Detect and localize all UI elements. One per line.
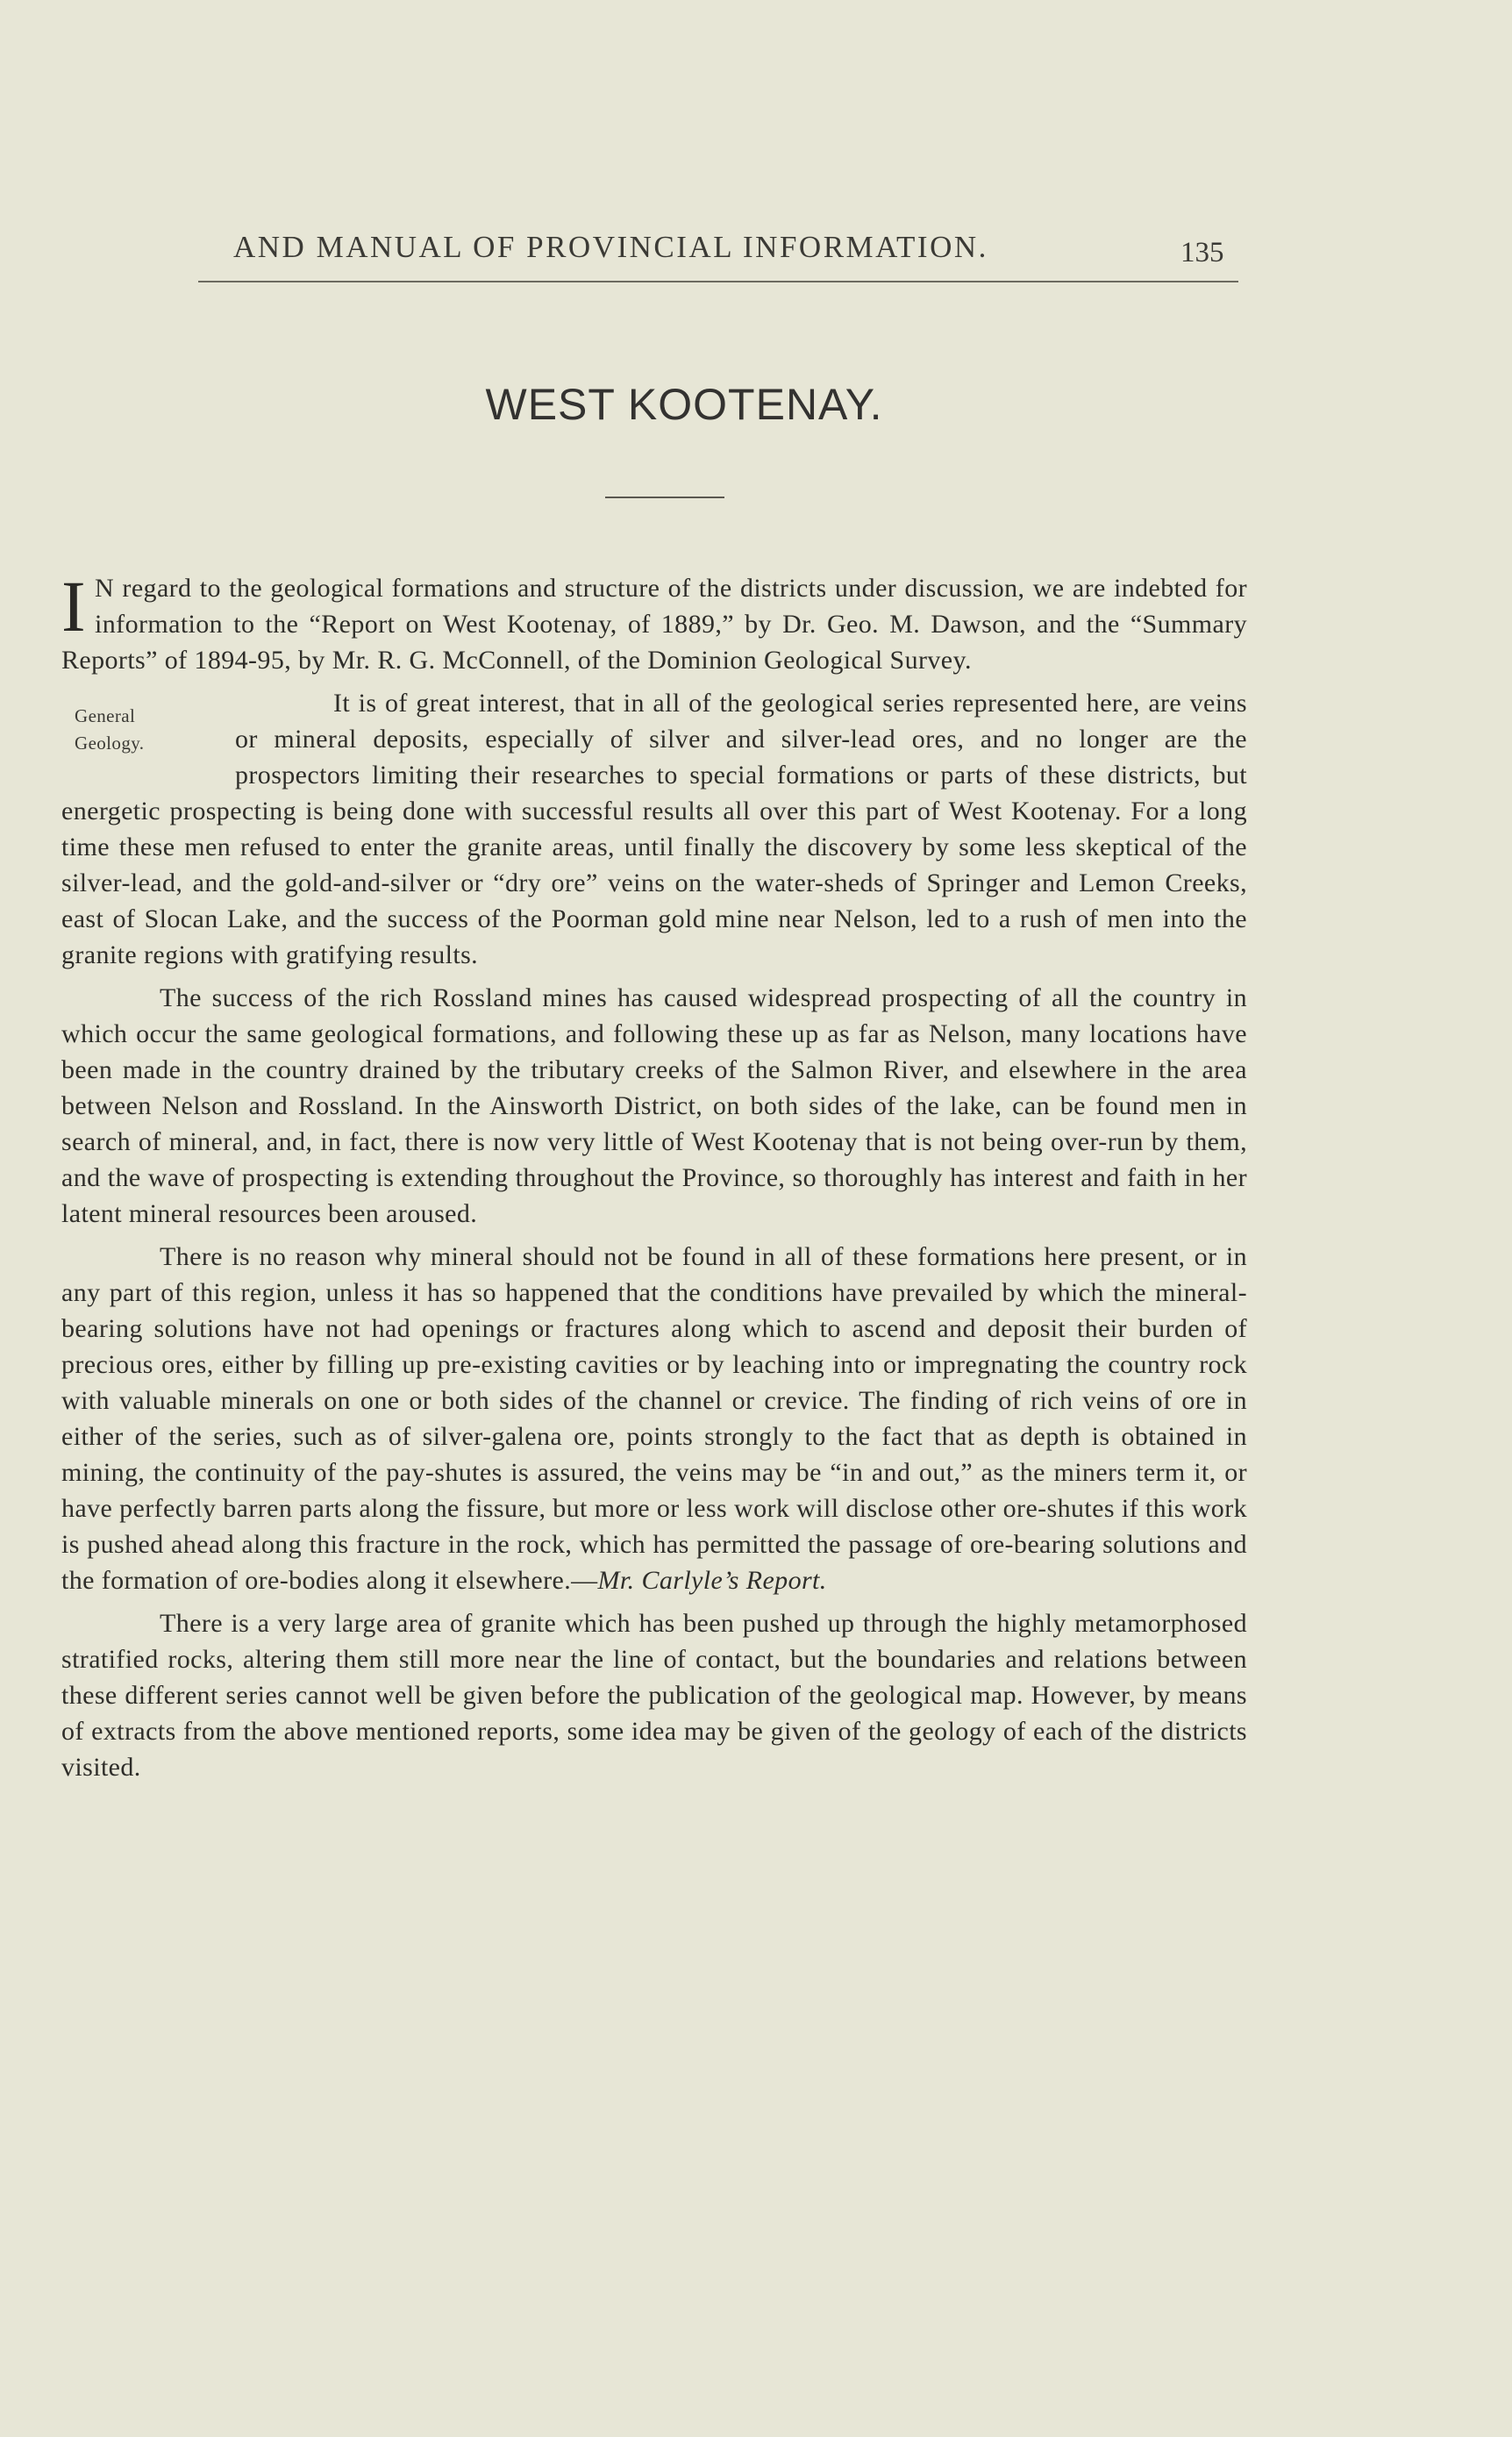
body-text	[61, 566, 1247, 1792]
paragraph-2-text: It is of great interest, that in all of the geological series represented here, are veins or mineral deposits, especially of silver and silver-lead ores, and no longer are the prospectors limiting their researches to special formations or parts of these districts, but energetic prospecting is being done with successful results all over this part of West Kootenay. For a long time these men refused to enter the granite areas, until finally the discovery by some less skeptical of the silver-lead, and the gold-and-silver or “dry ore” veins on the water-sheds of Springer and Lemon Creeks, east of Slocan Lake, and the success of the Poorman gold mine near Nelson, led to a rush of men into the granite regions with gratifying results.	[61, 689, 1247, 969]
paragraph-2	[61, 685, 1247, 973]
paragraph-5: There is a very large area of granite which has been pushed up through the highly metamorphosed stratified rocks, altering them still more near the line of contact, but the boundaries and relations between these different series cannot well be given before the publication of the geological map. However, by means of extracts from the above mentioned reports, some idea may be given of the geology of each of the districts visited.	[61, 1609, 1247, 1782]
paragraph-4-text: There is no reason why mineral should not be found in all of these formations here present, or in any part of this region, unless it has so happened that the conditions have prevailed by which the mineral-bearing solutions have not had openings or fractures along which to ascend and deposit their burden of precious ores, either by filling up pre-existing cavities or by leaching into or impregnating the country rock with valuable minerals on one or both sides of the channel or crevice. The finding of rich veins of ore in either of the series, such as of silver-galena ore, points strongly to the fact that as depth is obtained in mining, the continuity of the pay-shutes is assured, the veins may be “in and out,” as the miners term it, or have perfectly barren parts along the fissure, but more or less work will disclose other ore-shutes if this work is pushed ahead along this fracture in the rock, which has permitted the passage of ore-bearing solutions and the formation of ore-bodies along it elsewhere.—	[61, 1242, 1247, 1595]
report-attribution: Mr. Carlyle’s Report.	[597, 1566, 827, 1595]
page-number: 135	[1180, 237, 1224, 268]
running-title: AND MANUAL OF PROVINCIAL INFORMATION.	[233, 230, 988, 264]
drop-cap: I	[61, 566, 87, 647]
chapter-title: WEST KOOTENAY.	[485, 380, 883, 429]
paragraph-3: The success of the rich Rossland mines has caused widespread prospecting of all the country in which occur the same geological formations, and following these up as far as Nelson, many locations have been made in the country drained by the tributary creeks of the Salmon River, and elsewhere in the area between Nelson and Rossland. In the Ainsworth District, on both sides of the lake, can be found men in search of mineral, and, in fact, there is now very little of West Kootenay that is not being over-run by them, and the wave of prospecting is extending throughout the Province, so thoroughly has interest and faith in her latent mineral resources been aroused.	[61, 983, 1247, 1228]
margin-note	[0, 685, 219, 782]
margin-note-line-1: General	[75, 705, 136, 726]
header-rule	[198, 281, 1238, 282]
paragraph-1	[61, 566, 1247, 678]
margin-note-line-2: Geology.	[75, 733, 145, 754]
title-rule	[605, 497, 724, 498]
paragraph-1-text: N regard to the geological formations and structure of the districts under discussion, we are indebted for information to the “Report on West Kootenay, of 1889,” by Dr. Geo. M. Dawson, and the “Summary Reports” of 1894-95, by Mr. R. G. McConnell, of the Dominion Geological Survey.	[61, 574, 1247, 675]
running-head	[175, 226, 1228, 279]
paragraph-4	[61, 1239, 1247, 1598]
